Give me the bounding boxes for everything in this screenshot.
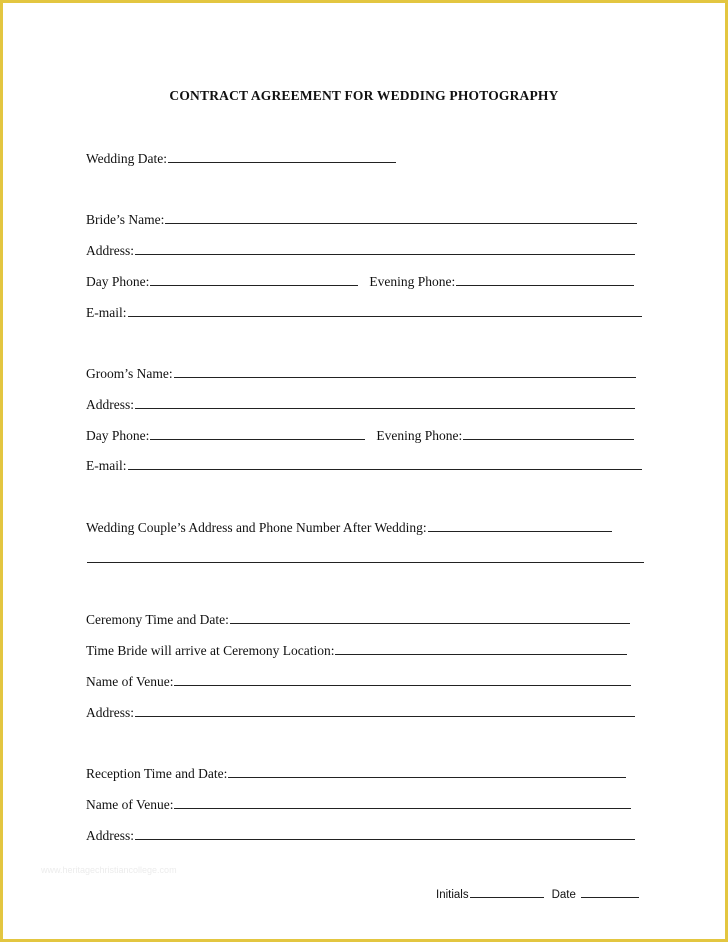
wedding-date-field[interactable] bbox=[86, 150, 396, 168]
reception-time-date-line[interactable] bbox=[228, 765, 626, 778]
initials-label: Initials bbox=[436, 889, 469, 901]
ceremony-address-line[interactable] bbox=[135, 704, 635, 717]
groom-evening-phone-label: Evening Phone: bbox=[376, 428, 463, 443]
bride-evening-phone-line[interactable] bbox=[456, 273, 634, 286]
bride-day-phone-label: Day Phone: bbox=[86, 274, 150, 289]
bride-name-line[interactable] bbox=[165, 211, 637, 224]
reception-address-label: Address: bbox=[86, 828, 134, 843]
groom-email-line[interactable] bbox=[128, 457, 642, 470]
bride-email-label: E-mail: bbox=[86, 305, 127, 320]
watermark-text: www.heritagechristiancollege.com bbox=[41, 865, 177, 875]
document-title: CONTRACT AGREEMENT FOR WEDDING PHOTOGRAPHY bbox=[169, 88, 559, 103]
date-label: Date bbox=[551, 889, 576, 901]
bride-arrival-line[interactable] bbox=[335, 642, 627, 655]
ceremony-address-label: Address: bbox=[86, 705, 134, 720]
bride-email-line[interactable] bbox=[128, 304, 642, 317]
wedding-date-line[interactable] bbox=[168, 150, 396, 163]
bride-evening-phone-label: Evening Phone: bbox=[369, 274, 456, 289]
footer-initials-date bbox=[436, 887, 639, 901]
groom-name-field[interactable] bbox=[86, 365, 636, 383]
groom-phone-field[interactable] bbox=[86, 427, 634, 445]
ceremony-time-date-field[interactable] bbox=[86, 611, 630, 629]
initials-line[interactable] bbox=[470, 887, 544, 898]
groom-email-label: E-mail: bbox=[86, 458, 127, 473]
reception-venue-line[interactable] bbox=[174, 796, 631, 809]
ceremony-address-field[interactable] bbox=[86, 704, 635, 722]
bride-name-field[interactable] bbox=[86, 211, 637, 229]
groom-address-label: Address: bbox=[86, 397, 134, 412]
reception-address-field[interactable] bbox=[86, 827, 635, 845]
bride-phone-field[interactable] bbox=[86, 273, 634, 291]
wedding-date-label: Wedding Date: bbox=[86, 151, 168, 166]
bride-address-field[interactable] bbox=[86, 242, 635, 260]
groom-email-field[interactable] bbox=[86, 457, 642, 475]
couple-after-wedding-label: Wedding Couple’s Address and Phone Number After Wedding: bbox=[86, 520, 427, 535]
groom-address-field[interactable] bbox=[86, 396, 635, 414]
bride-address-line[interactable] bbox=[135, 242, 635, 255]
ceremony-venue-field[interactable] bbox=[86, 673, 631, 691]
bride-email-field[interactable] bbox=[86, 304, 642, 322]
reception-venue-field[interactable] bbox=[86, 796, 631, 814]
groom-name-label: Groom’s Name: bbox=[86, 366, 173, 381]
bride-arrival-label: Time Bride will arrive at Ceremony Location: bbox=[86, 643, 335, 658]
reception-address-line[interactable] bbox=[135, 827, 635, 840]
reception-time-date-field[interactable] bbox=[86, 765, 626, 783]
ceremony-venue-line[interactable] bbox=[174, 673, 631, 686]
ceremony-time-date-label: Ceremony Time and Date: bbox=[86, 612, 229, 627]
groom-day-phone-line[interactable] bbox=[150, 427, 365, 440]
ceremony-time-date-line[interactable] bbox=[230, 611, 630, 624]
couple-after-wedding-extra-line[interactable] bbox=[87, 562, 644, 563]
ceremony-venue-label: Name of Venue: bbox=[86, 674, 174, 689]
groom-name-line[interactable] bbox=[174, 365, 636, 378]
bride-day-phone-line[interactable] bbox=[150, 273, 358, 286]
footer-date-line[interactable] bbox=[581, 887, 639, 898]
reception-time-date-label: Reception Time and Date: bbox=[86, 766, 228, 781]
groom-day-phone-label: Day Phone: bbox=[86, 428, 150, 443]
groom-address-line[interactable] bbox=[135, 396, 635, 409]
groom-evening-phone-line[interactable] bbox=[463, 427, 634, 440]
couple-after-wedding-field[interactable] bbox=[86, 519, 612, 537]
bride-name-label: Bride’s Name: bbox=[86, 212, 165, 227]
bride-address-label: Address: bbox=[86, 243, 134, 258]
reception-venue-label: Name of Venue: bbox=[86, 797, 174, 812]
couple-after-wedding-line[interactable] bbox=[428, 519, 612, 532]
bride-arrival-field[interactable] bbox=[86, 642, 627, 660]
